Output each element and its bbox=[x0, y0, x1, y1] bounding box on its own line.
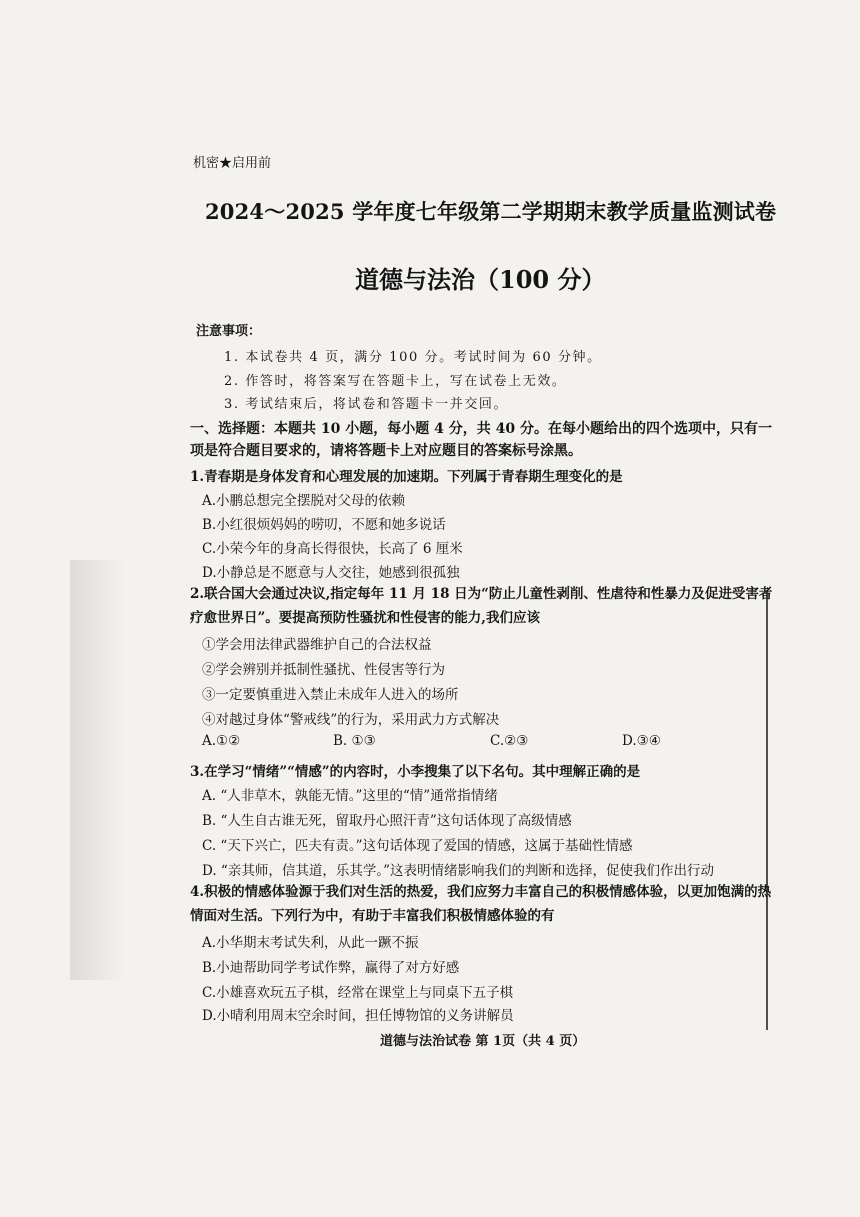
question-2-choice-a: A.①② bbox=[202, 733, 241, 749]
question-4-stem: 4.积极的情感体验源于我们对生活的热爱，我们应努力丰富自己的积极情感体验，以更加饱满的热情面对生活。下列行为中，有助于丰富我们积极情感体验的有 bbox=[190, 884, 772, 924]
notice-item: 2. 作答时，将答案写在答题卡上，写在试卷上无效。 bbox=[224, 374, 567, 389]
notice-item: 1. 本试卷共 4 页，满分 100 分。考试时间为 60 分钟。 bbox=[224, 350, 602, 365]
question-1-option-c: C.小荣今年的身高长得很快，长高了 6 厘米 bbox=[202, 541, 463, 557]
question-1-stem: 1.青春期是身体发育和心理发展的加速期。下列属于青春期生理变化的是 bbox=[190, 469, 623, 485]
question-2-choice-b: B. ①③ bbox=[333, 733, 376, 749]
question-2-choice-d: D.③④ bbox=[622, 733, 661, 749]
question-2-choice-c: C.②③ bbox=[490, 733, 529, 749]
secret-label: 机密★启用前 bbox=[193, 156, 272, 171]
question-3-option-d: D. “亲其师，信其道，乐其学。”这表明情绪影响我们的判断和选择，促使我们作出行动 bbox=[202, 863, 714, 879]
question-4-option-a: A.小华期末考试失利，从此一蹶不振 bbox=[202, 935, 419, 951]
question-2-statement-3: ③一定要慎重进入禁止未成年人进入的场所 bbox=[202, 687, 459, 703]
notice-heading: 注意事项： bbox=[196, 324, 262, 339]
question-3-option-c: C. “天下兴亡，匹夫有责。”这句话体现了爱国的情感，这属于基础性情感 bbox=[202, 838, 633, 854]
page-footer: 道德与法治试卷 第 1页（共 4 页） bbox=[380, 1034, 586, 1049]
question-2-statement-4: ④对越过身体“警戒线”的行为，采用武力方式解决 bbox=[202, 712, 500, 728]
question-3-option-a: A. “人非草木，孰能无情。”这里的“情”通常指情绪 bbox=[202, 788, 498, 804]
section-heading: 一、选择题：本题共 10 小题，每小题 4 分，共 40 分。在每小题给出的四个选项中，只有一项是符合题目要求的，请将答题卡上对应题目的答案标号涂黑。 bbox=[190, 421, 772, 459]
question-3-stem: 3.在学习“情绪”“情感”的内容时，小李搜集了以下名句。其中理解正确的是 bbox=[190, 764, 641, 780]
notice-item: 3. 考试结束后，将试卷和答题卡一并交回。 bbox=[224, 397, 509, 412]
question-2-statement-2: ②学会辨别并抵制性骚扰、性侵害等行为 bbox=[202, 662, 445, 678]
subject-title: 道德与法治（100 分） bbox=[355, 265, 606, 294]
question-1-option-b: B.小红很烦妈妈的唠叨，不愿和她多说话 bbox=[202, 517, 446, 533]
question-4-option-c: C.小雄喜欢玩五子棋，经常在课堂上与同桌下五子棋 bbox=[202, 985, 514, 1001]
question-3-option-b: B. “人生自古谁无死，留取丹心照汗青”这句话体现了高级情感 bbox=[202, 813, 572, 829]
question-1-option-d: D.小静总是不愿意与人交往，她感到很孤独 bbox=[202, 565, 460, 581]
question-4-option-d: D.小晴利用周末空余时间，担任博物馆的义务讲解员 bbox=[202, 1008, 514, 1024]
exam-title: 2024～2025 学年度七年级第二学期期末教学质量监测试卷 bbox=[205, 199, 777, 224]
question-2-statement-1: ①学会用法律武器维护自己的合法权益 bbox=[202, 637, 432, 653]
question-1-option-a: A.小鹏总想完全摆脱对父母的依赖 bbox=[202, 493, 406, 509]
question-2-stem: 2.联合国大会通过决议,指定每年 11 月 18 日为“防止儿童性剥削、性虐待和性暴力及促进受害者疗愈世界日”。要提高预防性骚扰和性侵害的能力,我们应该 bbox=[190, 586, 773, 626]
question-4-option-b: B.小迪帮助同学考试作弊，赢得了对方好感 bbox=[202, 960, 460, 976]
